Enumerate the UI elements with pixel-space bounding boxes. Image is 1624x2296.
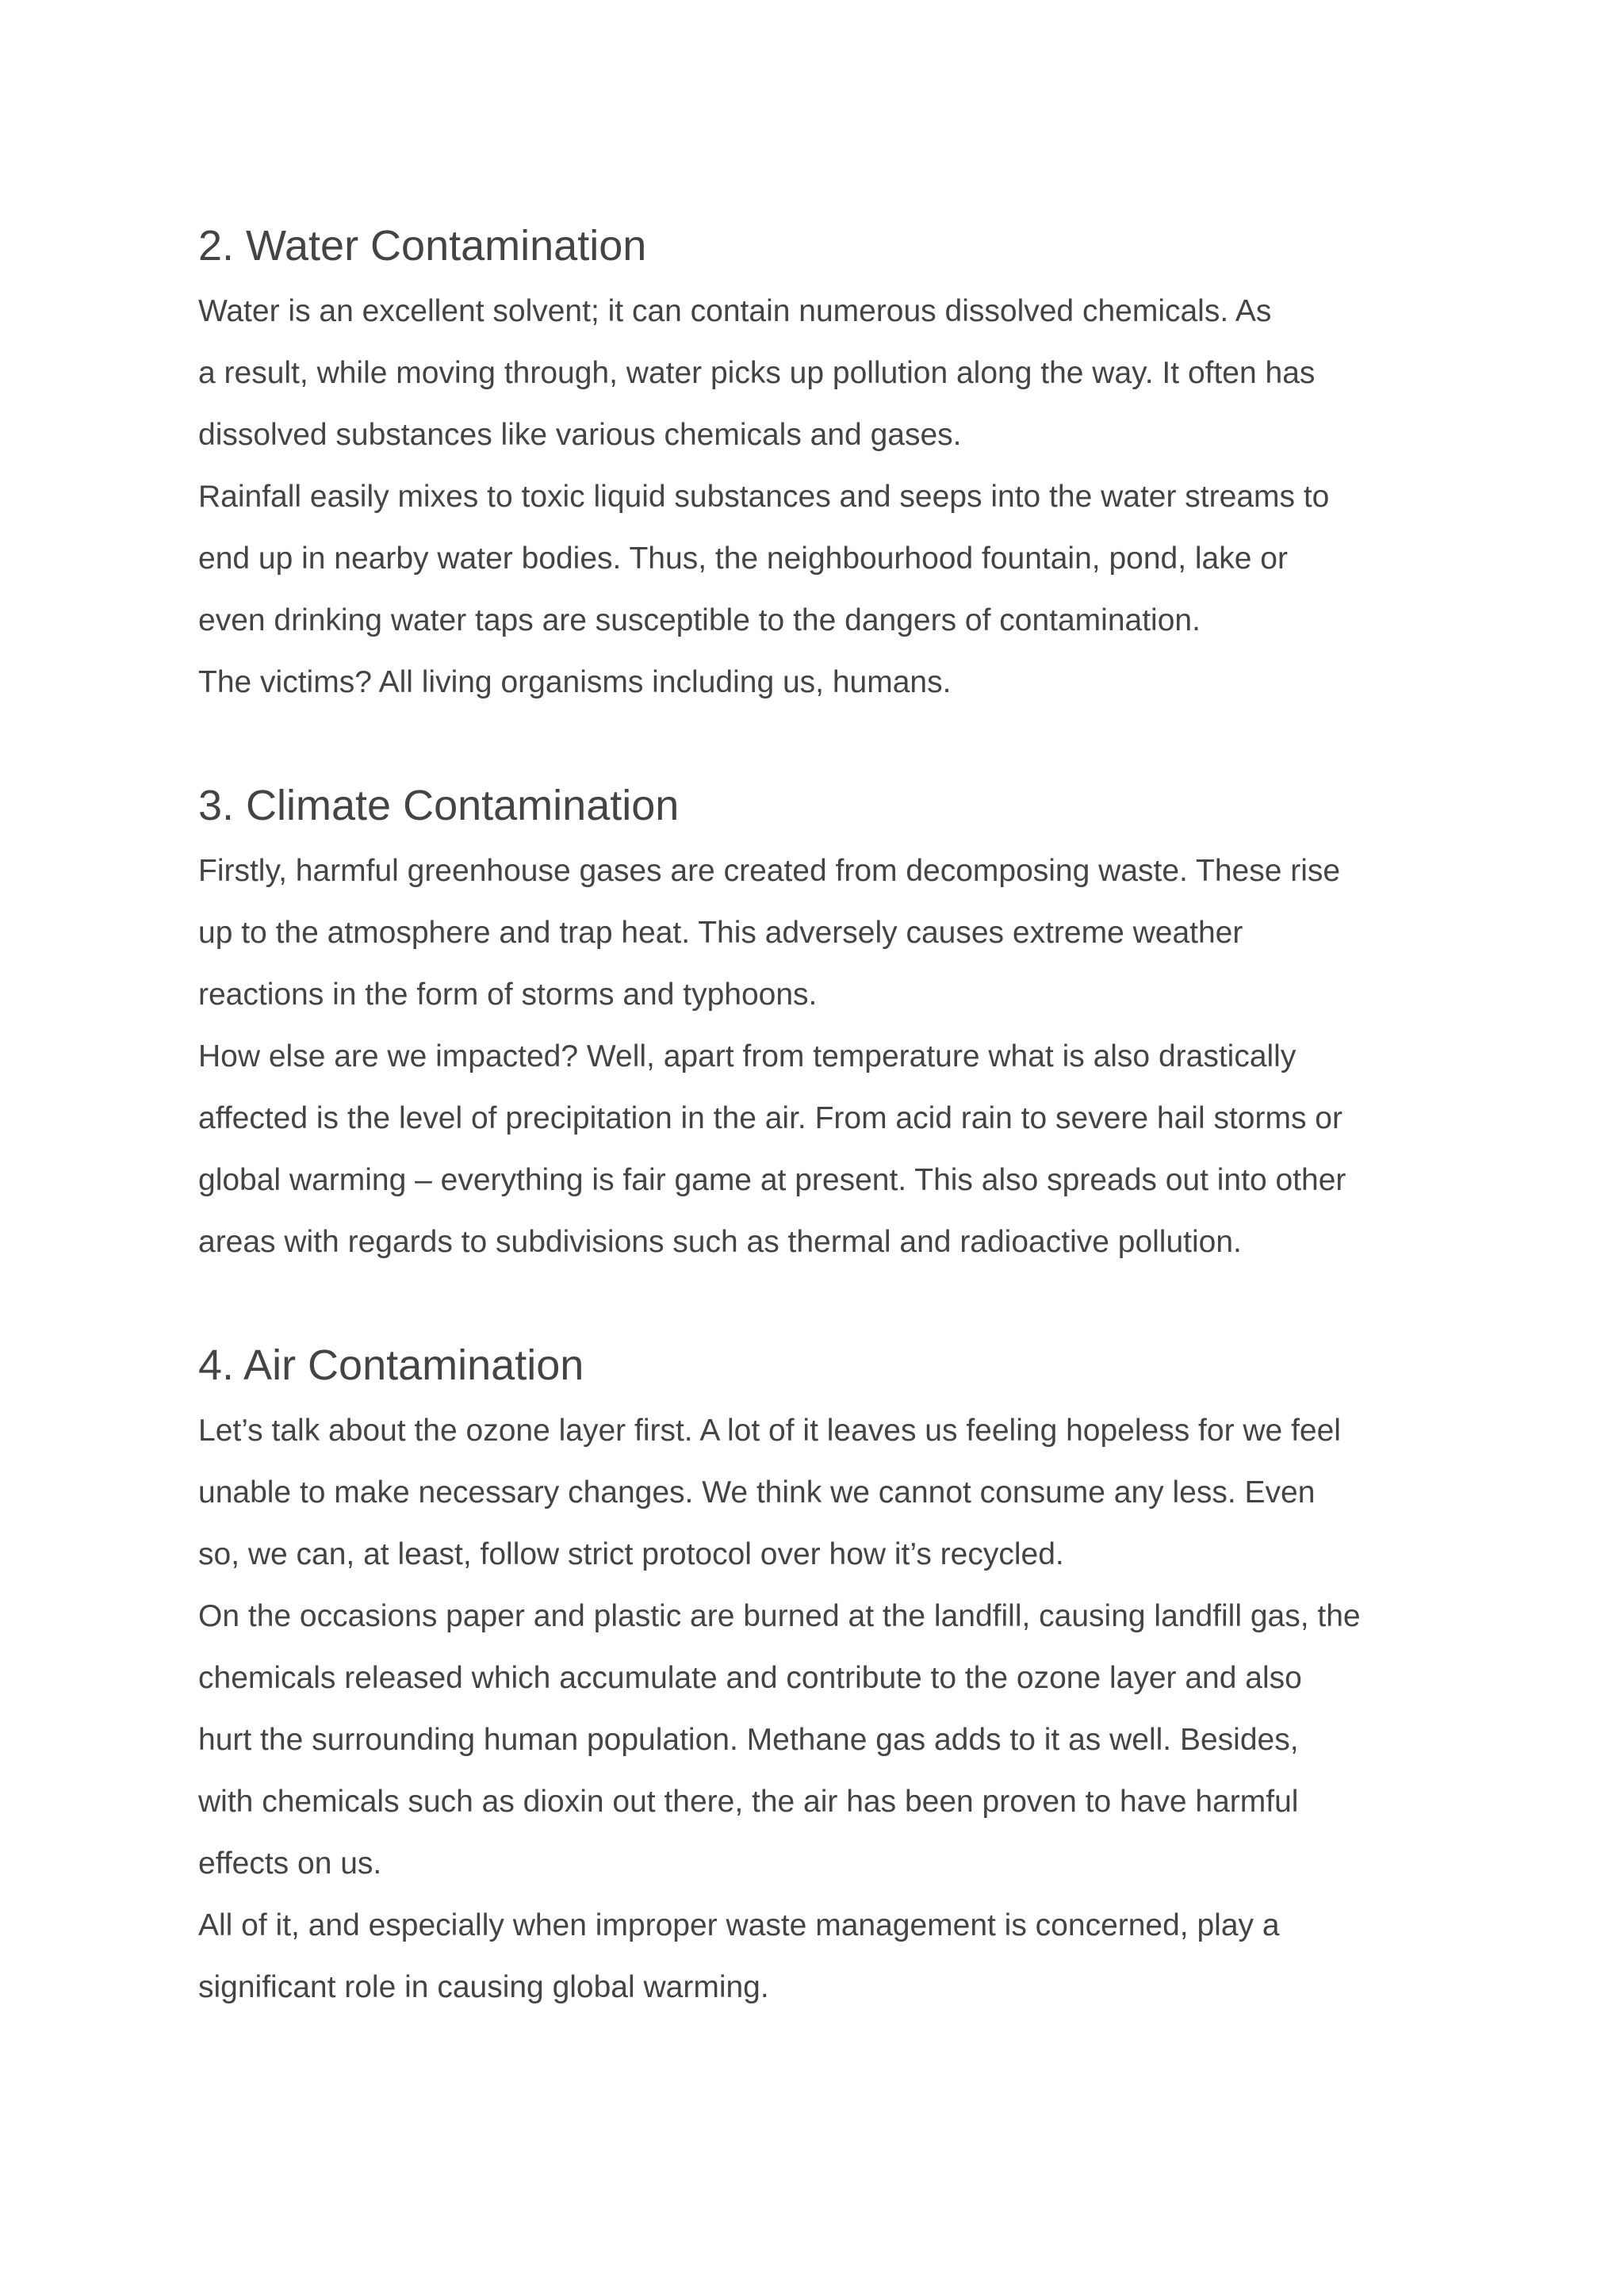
paragraph-line: end up in nearby water bodies. Thus, the neighbourhood fountain, pond, lake or bbox=[198, 541, 1288, 576]
paragraph-line: Rainfall easily mixes to toxic liquid substances and seeps into the water streams to bbox=[198, 480, 1330, 514]
document-page bbox=[198, 214, 1443, 2079]
paragraph-line: dissolved substances like various chemicals and gases. bbox=[198, 418, 962, 452]
section-water-contamination bbox=[198, 214, 1443, 714]
paragraph-line: global warming – everything is fair game at present. This also spreads out into other bbox=[198, 1163, 1346, 1197]
paragraph-line: so, we can, at least, follow strict protocol over how it’s recycled. bbox=[198, 1537, 1064, 1571]
paragraph-line: Firstly, harmful greenhouse gases are created from decomposing waste. These rise bbox=[198, 854, 1341, 888]
paragraph-line: significant role in causing global warming. bbox=[198, 1970, 769, 2004]
paragraph-line: affected is the level of precipitation in the air. From acid rain to severe hail storms or bbox=[198, 1101, 1342, 1135]
paragraph-line: All of it, and especially when improper waste management is concerned, play a bbox=[198, 1908, 1280, 1942]
paragraph-line: even drinking water taps are susceptible to the dangers of contamination. bbox=[198, 603, 1201, 637]
section-climate-contamination bbox=[198, 774, 1443, 1273]
paragraph-line: up to the atmosphere and trap heat. This adversely causes extreme weather bbox=[198, 916, 1243, 950]
section-heading: 4. Air Contamination bbox=[198, 1341, 584, 1389]
paragraph-line: reactions in the form of storms and typhoons. bbox=[198, 978, 818, 1012]
paragraph-line: The victims? All living organisms including us, humans. bbox=[198, 665, 952, 699]
paragraph-line: Water is an excellent solvent; it can contain numerous dissolved chemicals. As bbox=[198, 294, 1272, 328]
paragraph-line: hurt the surrounding human population. Methane gas adds to it as well. Besides, bbox=[198, 1723, 1299, 1757]
paragraph-line: a result, while moving through, water picks up pollution along the way. It often has bbox=[198, 356, 1316, 390]
paragraph-line: Let’s talk about the ozone layer first. A lot of it leaves us feeling hopeless for we feel bbox=[198, 1414, 1341, 1448]
paragraph-line: chemicals released which accumulate and contribute to the ozone layer and also bbox=[198, 1661, 1302, 1695]
paragraph-line: with chemicals such as dioxin out there, the air has been proven to have harmful bbox=[198, 1785, 1299, 1819]
paragraph-line: areas with regards to subdivisions such as thermal and radioactive pollution. bbox=[198, 1225, 1242, 1259]
section-heading: 3. Climate Contamination bbox=[198, 782, 680, 829]
section-heading: 2. Water Contamination bbox=[198, 222, 647, 270]
paragraph-line: How else are we impacted? Well, apart from temperature what is also drastically bbox=[198, 1039, 1297, 1073]
section-air-contamination bbox=[198, 1334, 1443, 2019]
paragraph-line: On the occasions paper and plastic are burned at the landfill, causing landfill gas, the bbox=[198, 1599, 1361, 1633]
paragraph-line: effects on us. bbox=[198, 1846, 382, 1881]
paragraph-line: unable to make necessary changes. We think we cannot consume any less. Even bbox=[198, 1475, 1316, 1510]
